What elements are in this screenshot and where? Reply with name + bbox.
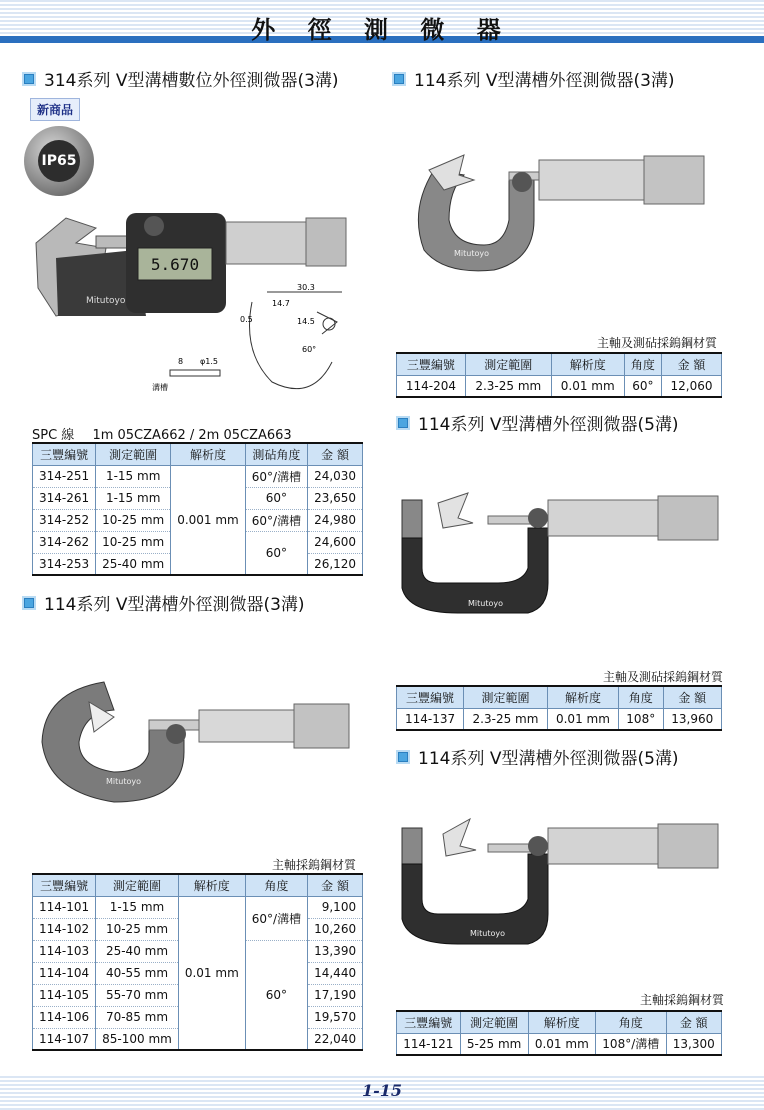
lcd-reading: 5.670 [150, 255, 200, 274]
cell-code: 314-251 [33, 465, 96, 487]
spc-option: 1m 05CZA662 / 2m 05CZA663 [92, 428, 292, 443]
col-angle: 角度 [619, 686, 664, 708]
cell-range: 2.3-25 mm [465, 375, 551, 397]
brand-label-114c: Mitutoyo [468, 599, 503, 608]
cell-angle: 60°/溝槽 [245, 896, 307, 940]
col-angle: 測砧角度 [245, 443, 307, 465]
cell-price: 9,100 [308, 896, 363, 918]
section-title-114c [396, 410, 679, 435]
cell-code: 114-103 [33, 940, 96, 962]
cell-range: 70-85 mm [96, 1006, 179, 1028]
cell-code: 114-104 [33, 962, 96, 984]
cell-price: 12,060 [662, 375, 722, 397]
cell-code: 314-262 [33, 531, 96, 553]
cell-range: 25-40 mm [96, 553, 171, 575]
v-micrometer-photo-114d [398, 814, 724, 949]
material-note-114b: 主軸及測砧採鎢鋼材質 [597, 336, 718, 350]
table-row [397, 375, 722, 397]
cell-angle: 108° [619, 708, 664, 730]
col-price: 金 額 [662, 353, 722, 375]
table-header-row [397, 1011, 722, 1033]
section-bullet-icon [22, 72, 36, 86]
cell-range: 40-55 mm [96, 962, 179, 984]
dim-d1: 30.3 [297, 283, 315, 292]
cell-code: 114-101 [33, 896, 96, 918]
col-code: 三豐編號 [397, 353, 466, 375]
cell-price: 13,960 [663, 708, 721, 730]
cell-price: 13,390 [308, 940, 363, 962]
col-angle: 角度 [245, 874, 307, 896]
cell-angle: 60° [245, 487, 307, 509]
section-bullet-icon [22, 596, 36, 610]
spc-cable-line [32, 424, 306, 443]
table-row [33, 896, 363, 918]
cell-code: 314-261 [33, 487, 96, 509]
table-114b [396, 352, 722, 398]
table-header-row [33, 443, 363, 465]
cell-angle: 60°/溝槽 [245, 509, 307, 531]
cell-range: 55-70 mm [96, 984, 179, 1006]
col-code: 三豐編號 [397, 1011, 461, 1033]
new-product-badge: 新商品 [30, 98, 80, 121]
table-row [397, 1033, 722, 1055]
page-number: 1-15 [361, 1081, 403, 1100]
col-code: 三豐編號 [33, 443, 96, 465]
table-114a [32, 873, 363, 1051]
cell-price: 14,440 [308, 962, 363, 984]
col-resolution: 解析度 [551, 353, 624, 375]
cell-resolution: 0.01 mm [178, 896, 245, 1050]
cell-price: 24,030 [308, 465, 363, 487]
cell-price: 26,120 [308, 553, 363, 575]
cell-code: 114-121 [397, 1033, 461, 1055]
cell-price: 17,190 [308, 984, 363, 1006]
col-angle: 角度 [596, 1011, 667, 1033]
ip65-label: IP65 [38, 140, 80, 182]
cell-range: 1-15 mm [96, 465, 171, 487]
cell-code: 114-105 [33, 984, 96, 1006]
col-angle: 角度 [624, 353, 661, 375]
cell-resolution: 0.01 mm [547, 708, 618, 730]
col-range: 測定範圍 [96, 874, 179, 896]
cell-angle: 60° [245, 940, 307, 1050]
section-title-114b [392, 66, 675, 91]
cell-price: 10,260 [308, 918, 363, 940]
cell-code: 114-106 [33, 1006, 96, 1028]
brand-label-314: Mitutoyo [86, 296, 126, 306]
col-code: 三豐編號 [33, 874, 96, 896]
cell-code: 314-253 [33, 553, 96, 575]
section-title-114a-text: 114系列 V型溝槽外徑測微器(3溝) [44, 595, 305, 615]
col-range: 測定範圍 [464, 686, 548, 708]
col-resolution: 解析度 [178, 874, 245, 896]
section-title-114d [396, 744, 679, 769]
dim-angle: 60° [302, 345, 317, 354]
section-title-114a [22, 590, 305, 615]
cell-angle: 60°/溝槽 [245, 465, 307, 487]
cell-range: 1-15 mm [96, 896, 179, 918]
cell-code: 314-252 [33, 509, 96, 531]
col-range: 測定範圍 [460, 1011, 528, 1033]
col-price: 金 額 [666, 1011, 721, 1033]
table-114d [396, 1010, 722, 1056]
brand-label-114d: Mitutoyo [470, 929, 505, 938]
material-note-114c: 主軸及測砧採鎢鋼材質 [603, 670, 724, 684]
table-row [397, 708, 722, 730]
v-micrometer-photo-114a [34, 672, 354, 812]
col-range: 測定範圍 [465, 353, 551, 375]
cell-range: 1-15 mm [96, 487, 171, 509]
spc-prefix: SPC 線 [32, 428, 75, 443]
dim-d2: 14.7 [272, 299, 290, 308]
col-price: 金 額 [308, 874, 363, 896]
material-note-114d: 主軸採鎢鋼材質 [640, 993, 725, 1007]
table-header-row [33, 874, 363, 896]
groove-label: 溝槽 [152, 383, 168, 392]
section-title-314 [22, 66, 339, 91]
col-range: 測定範圍 [96, 443, 171, 465]
dim-d4: 0.5 [240, 315, 253, 324]
section-title-114c-text: 114系列 V型溝槽外徑測微器(5溝) [418, 415, 679, 435]
v-micrometer-photo-114b [404, 150, 724, 280]
cell-price: 13,300 [666, 1033, 721, 1055]
cell-range: 2.3-25 mm [464, 708, 548, 730]
section-bullet-icon [392, 72, 406, 86]
table-header-row [397, 686, 722, 708]
section-bullet-icon [396, 750, 410, 764]
table-header-row [397, 353, 722, 375]
cell-code: 114-137 [397, 708, 464, 730]
groove-diagram [150, 348, 240, 398]
dim-d6: φ1.5 [200, 357, 218, 366]
col-resolution: 解析度 [171, 443, 246, 465]
col-code: 三豐編號 [397, 686, 464, 708]
dim-d3: 14.5 [297, 317, 315, 326]
col-resolution: 解析度 [528, 1011, 595, 1033]
cell-range: 10-25 mm [96, 918, 179, 940]
cell-range: 10-25 mm [96, 509, 171, 531]
brand-label-114b: Mitutoyo [454, 249, 489, 258]
cell-range: 25-40 mm [96, 940, 179, 962]
table-row [33, 465, 363, 487]
page-title: 外 徑 測 微 器 [251, 16, 513, 44]
col-price: 金 額 [308, 443, 363, 465]
cell-price: 22,040 [308, 1028, 363, 1050]
dim-d5: 8 [178, 357, 184, 366]
table-314 [32, 442, 363, 576]
section-title-314-text: 314系列 V型溝槽數位外徑測微器(3溝) [44, 71, 339, 91]
cell-code: 114-107 [33, 1028, 96, 1050]
section-title-114d-text: 114系列 V型溝槽外徑測微器(5溝) [418, 749, 679, 769]
col-resolution: 解析度 [547, 686, 618, 708]
cell-range: 5-25 mm [460, 1033, 528, 1055]
material-note-114a: 主軸採鎢鋼材質 [272, 858, 357, 872]
cell-angle: 60° [245, 531, 307, 575]
cell-code: 114-204 [397, 375, 466, 397]
brand-label-114a: Mitutoyo [106, 777, 141, 786]
cell-price: 19,570 [308, 1006, 363, 1028]
table-114c [396, 685, 722, 731]
section-bullet-icon [396, 416, 410, 430]
cell-code: 114-102 [33, 918, 96, 940]
cell-range: 85-100 mm [96, 1028, 179, 1050]
cell-resolution: 0.01 mm [551, 375, 624, 397]
cell-angle: 108°/溝槽 [596, 1033, 667, 1055]
cell-resolution: 0.001 mm [171, 465, 246, 575]
col-price: 金 額 [663, 686, 721, 708]
v-micrometer-photo-114c [398, 488, 724, 618]
cell-range: 10-25 mm [96, 531, 171, 553]
cell-price: 24,980 [308, 509, 363, 531]
cell-resolution: 0.01 mm [528, 1033, 595, 1055]
ip65-seal-icon [24, 126, 94, 196]
cell-price: 24,600 [308, 531, 363, 553]
cell-price: 23,650 [308, 487, 363, 509]
cell-angle: 60° [624, 375, 661, 397]
section-title-114b-text: 114系列 V型溝槽外徑測微器(3溝) [414, 71, 675, 91]
